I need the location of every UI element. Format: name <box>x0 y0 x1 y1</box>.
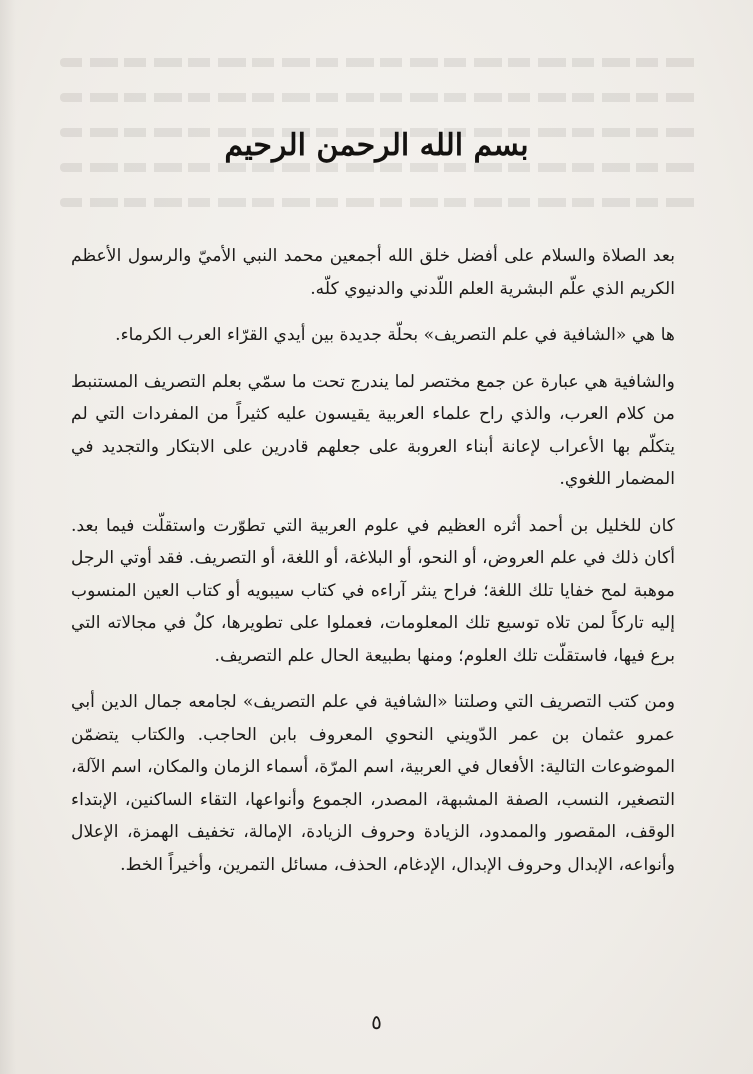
paragraph: ومن كتب التصريف التي وصلتنا «الشافية في علم التصريف» لجامعه جمال الدين أبي عمرو عثمان بن عمر الدّويني النحوي المعروف بابن الحاجب. والكتاب يتضمّن الموضوعات التالية: الأفعال في العربية، اسم المرّة، أسماء الزمان والمكان، اسم الآلة، التصغير، النسب، الصفة المشبهة، المصدر، الجموع وأنواعها، التقاء الساكنين، الإبتداء الوقف، المقصور والممدود، الزيادة وحروف الزيادة، الإمالة، تخفيف الهمزة، الإعلال وأنواعه، الإبدال وحروف الإبدال، الإدغام، الحذف، مسائل التمرين، وأخيراً الخط. <box>71 692 675 875</box>
paragraph: كان للخليل بن أحمد أثره العظيم في علوم العربية التي تطوّرت واستقلّت فيما بعد. أكان ذلك في علم العروض، أو النحو، أو البلاغة، أو اللغة، أو التصريف. فقد أوتي الرجل موهبة لمح خفايا تلك اللغة؛ فراح ينثر آراءه في كتاب سيبويه أو كتاب العين المنسوب إليه تاركاً لمن تلاه توسيع تلك المعلومات، فعملوا على تطويرها، كلٌ في مجالاته التي برع فيها، فاستقلّت تلك العلوم؛ ومنها بطبيعة الحال علم التصريف. <box>71 515 675 666</box>
paragraph: والشافية هي عبارة عن جمع مختصر لما يندرج تحت ما سمّي بعلم التصريف المستنبط من كلام العرب، والذي راح علماء العربية يقيسون عليه كثيراً من المفردات التي لم يتكلّم بها الأعراب لإعانة أبناء العروبة على جعلهم قادرين على الابتكار والتجديد في المضمار اللغوي. <box>71 371 675 489</box>
basmala-heading: بسم الله الرحمن الرحيم <box>224 128 529 163</box>
body-text <box>71 240 675 891</box>
page-number: ٥ <box>371 1010 382 1034</box>
paragraph: بعد الصلاة والسلام على أفضل خلق الله أجمعين محمد النبي الأميّ والرسول الأعظم الكريم الذي علّم البشرية العلم اللّدني والدنيوي كلّه. <box>71 246 675 299</box>
paragraph: ها هي «الشافية في علم التصريف» بحلّة جديدة بين أيدي القرّاء العرب الكرماء. <box>115 325 675 345</box>
